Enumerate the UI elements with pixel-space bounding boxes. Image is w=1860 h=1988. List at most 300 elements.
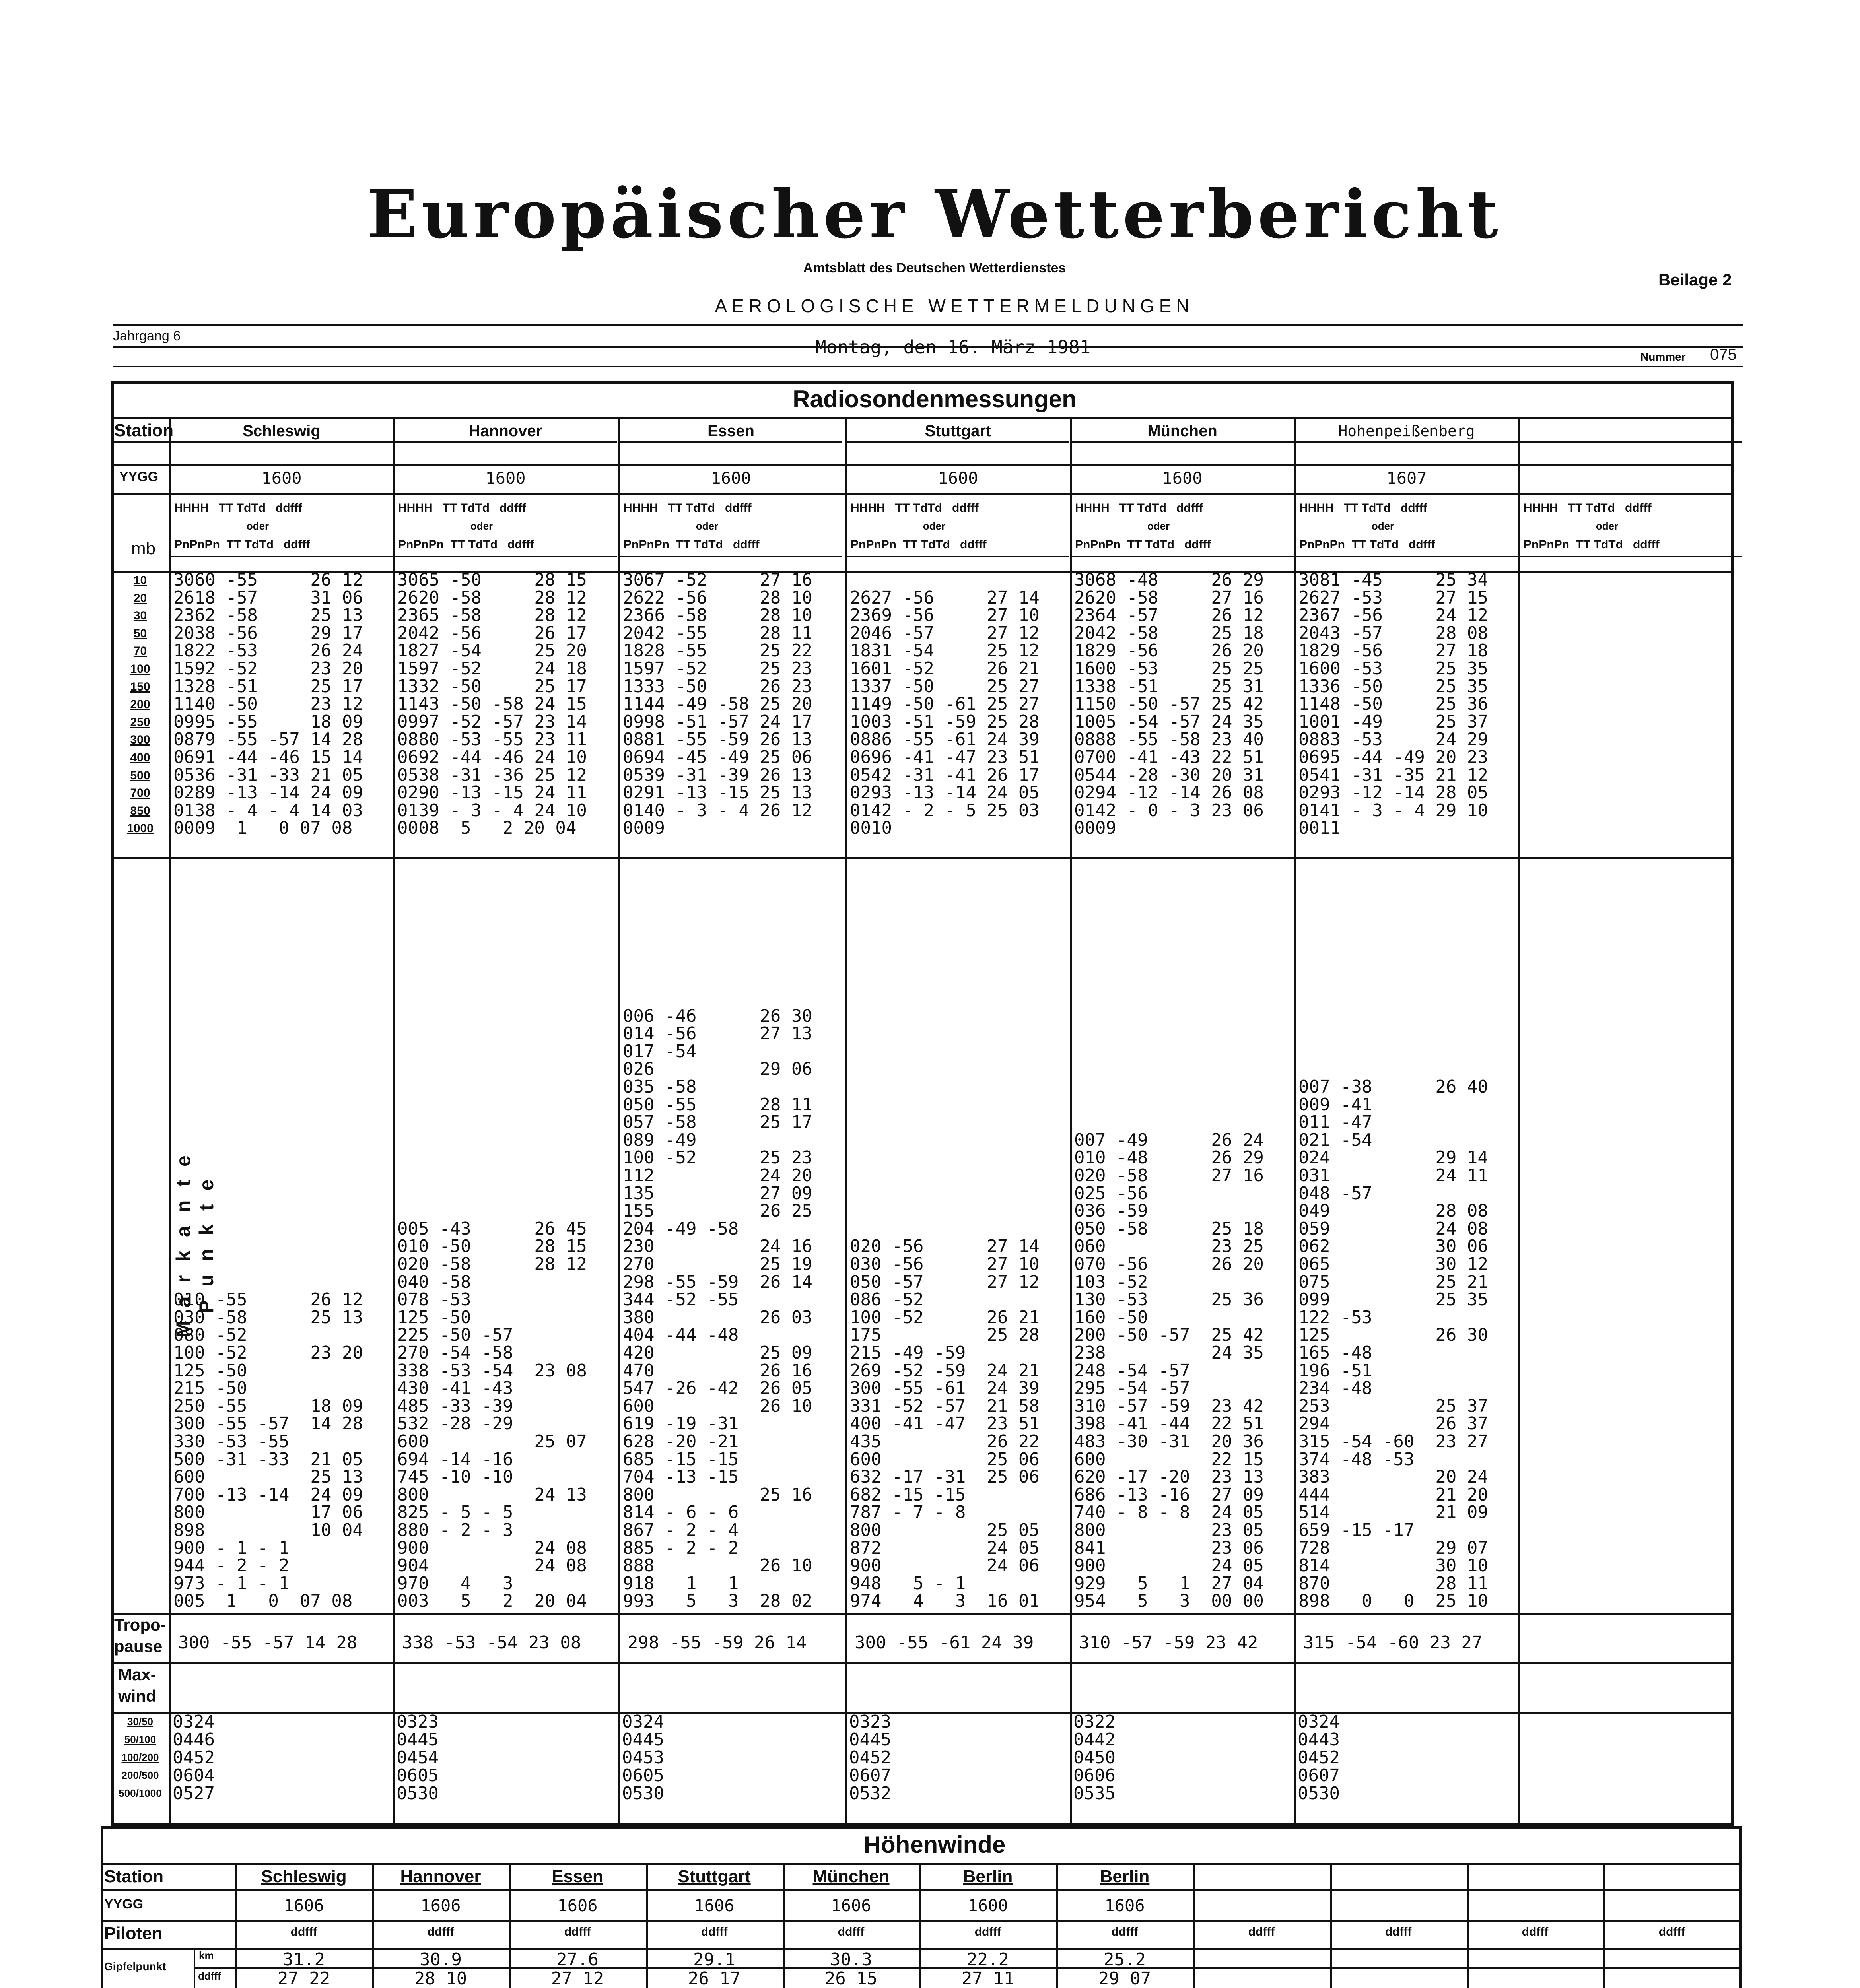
marked-point-row: 600 25 07 [397,1431,587,1452]
shear-layer: 30/50 [127,1716,154,1728]
shear-value: 0452 [1298,1747,1340,1768]
marked-point-row: 030 -56 27 10 [850,1254,1040,1274]
shear-layer: 50/100 [124,1734,156,1745]
shear-layer: 500/1000 [119,1787,162,1799]
station-name: Hohenpeißenberg [1338,422,1475,440]
std-level-row: 1597 -52 24 18 [397,658,587,679]
wind-station-time: 1606 [831,1896,871,1915]
shear-value: 0454 [396,1747,439,1768]
marked-point-row: 880 - 2 - 3 [397,1520,513,1540]
column-header-oder: oder [923,520,946,532]
marked-point-row: 814 30 10 [1298,1555,1488,1576]
std-level-row: 0293 -12 -14 28 05 [1298,782,1488,803]
pressure-level: 150 [130,680,150,693]
std-level-row: 1592 -52 23 20 [173,658,363,679]
std-level-row: 3060 -55 26 12 [173,570,363,590]
marked-point-row: 057 -58 25 17 [623,1112,812,1133]
marked-point-row: 344 -52 -55 [623,1289,739,1310]
page-subtitle: Amtsblatt des Deutschen Wetterdienstes [803,260,1066,276]
marked-point-row: 685 -15 -15 [623,1449,739,1470]
issue-number: 075 [1710,346,1737,363]
marked-point-row: 682 -15 -15 [850,1484,966,1505]
marked-point-row: 020 -58 28 12 [397,1254,587,1274]
marked-point-row: 800 23 05 [1074,1520,1264,1540]
marked-point-row: 100 -52 25 23 [623,1147,812,1168]
marked-point-row: 160 -50 [1074,1307,1148,1328]
winds-title: Höhenwinde [863,1831,1006,1858]
tropopause-value: 315 -54 -60 23 27 [1303,1633,1483,1653]
marked-point-row: 300 -55 -57 14 28 [173,1413,363,1434]
std-level-row: 1337 -50 25 27 [850,676,1040,697]
marked-point-row: 125 -50 [397,1307,471,1328]
wind-station-time: 1606 [420,1896,461,1915]
marked-point-row: 135 27 09 [623,1183,812,1204]
std-level-row: 1150 -50 -57 25 42 [1074,694,1264,714]
marked-point-row: 686 -13 -16 27 09 [1074,1484,1264,1505]
shear-value: 0324 [622,1712,664,1732]
tropopause-label: Tropo- pause [114,1615,166,1656]
marked-point-row: 031 24 11 [1298,1165,1488,1186]
marked-point-row: 800 24 13 [397,1484,587,1505]
shear-value: 0607 [1298,1765,1340,1786]
marked-point-row: 017 -54 [623,1041,697,1062]
marked-point-row: 470 26 16 [623,1360,812,1381]
marked-point-row: 215 -50 [173,1378,247,1399]
marked-point-row: 050 -58 25 18 [1074,1218,1264,1239]
tropopause-value: 310 -57 -59 23 42 [1079,1633,1258,1653]
std-level-row: 2366 -58 28 10 [623,605,812,626]
shear-value: 0452 [849,1747,891,1768]
std-level-row: 1600 -53 25 35 [1298,658,1488,679]
std-level-row: 0009 1 0 07 08 [173,818,353,839]
marked-point-row: 374 -48 -53 [1298,1449,1415,1470]
marked-point-row: 904 24 08 [397,1555,587,1576]
wind-station-time: 1606 [557,1896,598,1915]
gipfel-km: 30.3 [830,1949,872,1970]
marked-point-row: 973 - 1 - 1 [173,1573,290,1594]
pressure-level: 100 [130,662,150,676]
number-label: Nummer [1640,351,1686,363]
std-level-row: 1005 -54 -57 24 35 [1074,711,1264,732]
std-level-row: 0542 -31 -41 26 17 [850,765,1040,785]
piloten-ddfff: ddfff [701,1925,728,1938]
marked-point-row: 230 24 16 [623,1236,812,1257]
std-level-row: 2620 -58 27 16 [1074,587,1264,608]
marked-point-row: 030 -58 25 13 [173,1307,363,1328]
marked-point-row: 700 -13 -14 24 09 [173,1484,363,1505]
column-header-alt: PnPnPn TT TdTd ddfff [1075,538,1211,551]
std-level-row: 1827 -54 25 20 [397,641,587,661]
marked-point-row: 380 26 03 [623,1307,812,1328]
column-header: HHHH TT TdTd ddfff [624,501,752,514]
std-level-row: 0995 -55 18 09 [173,711,363,732]
marked-point-row: 025 -56 [1074,1183,1148,1204]
shear-value: 0527 [173,1783,215,1804]
std-level-row: 0694 -45 -49 25 06 [623,747,812,767]
pressure-level: 20 [133,591,147,605]
wind-station-time: 1606 [284,1896,324,1915]
gipfel-ddfff: 27 11 [961,1969,1015,1988]
marked-point-row: 100 -52 26 21 [850,1307,1040,1328]
marked-point-row: 175 25 28 [850,1325,1040,1345]
std-level-row: 1328 -51 25 17 [173,676,363,697]
std-level-row: 0888 -55 -58 23 40 [1074,729,1264,750]
shear-value: 0445 [849,1730,891,1750]
shear-value: 0445 [622,1730,664,1750]
column-header-oder: oder [246,520,269,532]
marked-point-row: 918 1 1 [623,1573,739,1594]
std-level-row: 1336 -50 25 35 [1298,676,1488,697]
page-title: Europäischer Wetterbericht [367,176,1502,253]
marked-point-row: 270 -54 -58 [397,1343,513,1363]
piloten-ddfff: ddfff [838,1925,865,1938]
marked-point-row: 900 24 05 [1074,1555,1264,1576]
marked-point-row: 062 30 06 [1298,1236,1488,1257]
gipfel-km-label: km [199,1949,214,1961]
tropopause-value: 300 -55 -61 24 39 [855,1633,1034,1653]
std-level-row: 0142 - 2 - 5 25 03 [850,800,1040,821]
std-level-row: 1001 -49 25 37 [1298,711,1488,732]
marked-point-row: 898 10 04 [173,1520,363,1540]
wind-station-name: Berlin [1100,1867,1150,1886]
marked-point-row: 483 -30 -31 20 36 [1074,1431,1264,1452]
std-level-row: 2627 -56 27 14 [850,587,1040,608]
winds-row-station: Station [104,1867,164,1886]
std-level-row: 0008 5 2 20 04 [397,818,577,839]
std-level-row: 1003 -51 -59 25 28 [850,711,1040,732]
marked-point-row: 600 26 10 [623,1396,812,1416]
std-level-row: 0009 [623,818,665,839]
marked-point-row: 954 5 3 00 00 [1074,1591,1264,1611]
std-level-row: 0139 - 3 - 4 24 10 [397,800,587,821]
column-header: HHHH TT TdTd ddfff [1299,501,1427,514]
marked-point-row: 250 -55 18 09 [173,1396,363,1416]
column-header: HHHH TT TdTd ddfff [398,501,526,514]
std-level-row: 3081 -45 25 34 [1298,570,1488,590]
marked-point-row: 155 26 25 [623,1201,812,1221]
gipfel-km: 31.2 [283,1949,325,1970]
std-level-row: 0011 [1298,818,1341,839]
pressure-level: 70 [133,645,147,658]
marked-point-row: 050 -55 28 11 [623,1094,812,1115]
std-level-row: 0881 -55 -59 26 13 [623,729,812,750]
std-level-row: 0536 -31 -33 21 05 [173,765,363,785]
std-level-row: 1149 -50 -61 25 27 [850,694,1040,714]
shear-value: 0324 [1298,1712,1340,1732]
marked-point-row: 122 -53 [1298,1307,1372,1328]
marked-point-row: 060 23 25 [1074,1236,1264,1257]
marked-point-row: 398 -41 -44 22 51 [1074,1413,1264,1434]
std-level-row: 0140 - 3 - 4 26 12 [623,800,812,821]
gipfel-ddfff: 28 10 [414,1969,467,1988]
marked-point-row: 300 -55 -61 24 39 [850,1378,1040,1399]
column-header-alt: PnPnPn TT TdTd ddfff [1524,538,1660,551]
marked-point-row: 125 -50 [173,1360,247,1381]
wind-station-time: 1600 [968,1896,1008,1915]
std-level-row: 1333 -50 26 23 [623,676,812,697]
marked-point-row: 234 -48 [1298,1378,1372,1399]
shear-value: 0604 [173,1765,215,1786]
marked-point-row: 007 -49 26 24 [1074,1130,1264,1150]
marked-point-row: 007 -38 26 40 [1298,1077,1488,1097]
marked-point-row: 006 -46 26 30 [623,1006,812,1026]
std-level-row: 0289 -13 -14 24 09 [173,782,363,803]
shear-value: 0607 [849,1765,891,1786]
std-level-row: 1831 -54 25 12 [850,641,1040,661]
std-level-row: 3067 -52 27 16 [623,570,812,590]
std-level-row: 1829 -56 27 18 [1298,641,1488,661]
marked-point-row: 800 17 06 [173,1502,363,1523]
marked-point-row: 035 -58 [623,1077,697,1097]
column-header: HHHH TT TdTd ddfff [1524,501,1652,514]
column-header-oder: oder [1371,520,1394,532]
std-level-row: 1332 -50 25 17 [397,676,587,697]
issue-date: Montag, den 16. März 1981 [815,336,1091,358]
std-level-row: 1144 -49 -58 25 20 [623,694,812,714]
gipfel-ddfff: 27 22 [277,1969,330,1988]
marked-point-row: 745 -10 -10 [397,1467,513,1487]
marked-point-row: 270 25 19 [623,1254,812,1274]
std-level-row: 0886 -55 -61 24 39 [850,729,1040,750]
marked-point-row: 315 -54 -60 23 27 [1298,1431,1488,1452]
piloten-ddfff: ddfff [564,1925,591,1938]
std-level-row: 1601 -52 26 21 [850,658,1040,679]
marked-point-row: 800 25 05 [850,1520,1040,1540]
marked-point-row: 970 4 3 [397,1573,513,1594]
shear-value: 0453 [622,1747,664,1768]
marked-point-row: 900 - 1 - 1 [173,1538,290,1558]
station-name: Stuttgart [925,422,991,440]
std-level-row: 0538 -31 -36 25 12 [397,765,587,785]
marked-point-row: 420 25 09 [623,1343,812,1363]
std-level-row: 0691 -44 -46 15 14 [173,747,363,767]
supplement-label: Beilage 2 [1658,270,1732,289]
std-level-row: 2362 -58 25 13 [173,605,363,626]
shear-value: 0324 [173,1712,215,1732]
marked-point-row: 010 -50 28 15 [397,1236,587,1257]
std-level-row: 0879 -55 -57 14 28 [173,729,363,750]
gipfel-km: 30.9 [420,1949,462,1970]
marked-point-row: 338 -53 -54 23 08 [397,1360,587,1381]
marked-point-row: 888 26 10 [623,1555,812,1576]
marked-point-row: 100 -52 23 20 [173,1343,363,1363]
marked-point-row: 125 26 30 [1298,1325,1488,1345]
row-label-mb: mb [131,539,156,558]
column-header: HHHH TT TdTd ddfff [1075,501,1203,514]
std-level-row: 0998 -51 -57 24 17 [623,711,812,732]
station-time: 1600 [711,468,751,488]
std-level-row: 0692 -44 -46 24 10 [397,747,587,767]
marked-point-row: 485 -33 -39 [397,1396,513,1416]
std-level-row: 1148 -50 25 36 [1298,694,1488,714]
std-level-row: 0293 -13 -14 24 05 [850,782,1040,803]
marked-point-row: 086 -52 [850,1289,924,1310]
station-name: München [1147,422,1217,440]
std-level-row: 2042 -55 28 11 [623,623,812,643]
std-level-row: 0695 -44 -49 20 23 [1298,747,1488,767]
marked-point-row: 294 26 37 [1298,1413,1488,1434]
gipfel-ddfff: 29 07 [1098,1969,1151,1988]
marked-point-row: 059 24 08 [1298,1218,1488,1239]
marked-point-row: 787 - 7 - 8 [850,1502,966,1523]
year-label: Jahrgang 6 [113,328,181,344]
marked-point-row: 948 5 - 1 [850,1573,966,1594]
std-level-row: 2620 -58 28 12 [397,587,587,608]
shear-value: 0323 [849,1712,891,1732]
marked-point-row: 929 5 1 27 04 [1074,1573,1264,1594]
shear-value: 0452 [173,1747,215,1768]
marked-point-row: 050 -57 27 12 [850,1272,1040,1292]
marked-point-row: 010 -55 26 12 [173,1289,363,1310]
marked-point-row: 330 -53 -55 [173,1431,290,1452]
marked-point-row: 400 -41 -47 23 51 [850,1413,1040,1434]
shear-value: 0530 [1298,1783,1340,1804]
std-level-row: 0141 - 3 - 4 29 10 [1298,800,1488,821]
std-level-row: 2618 -57 31 06 [173,587,363,608]
marked-point-row: 099 25 35 [1298,1289,1488,1310]
marked-point-row: 885 - 2 - 2 [623,1538,739,1558]
std-level-row: 2042 -58 25 18 [1074,623,1264,643]
piloten-ddfff: ddfff [290,1925,317,1938]
marked-point-row: 870 28 11 [1298,1573,1488,1594]
marked-point-row: 841 23 06 [1074,1538,1264,1558]
station-name: Essen [707,422,754,440]
marked-point-row: 103 -52 [1074,1272,1148,1292]
marked-point-row: 867 - 2 - 4 [623,1520,739,1540]
shear-value: 0323 [396,1712,439,1732]
column-header-oder: oder [470,520,493,532]
std-level-row: 1338 -51 25 31 [1074,676,1264,697]
marked-point-row: 619 -19 -31 [623,1413,739,1434]
marked-point-row: 444 21 20 [1298,1484,1488,1505]
std-level-row: 0138 - 4 - 4 14 03 [173,800,363,821]
section-title: AEROLOGISCHE WETTERMELDUNGEN [715,295,1194,316]
piloten-ddfff: ddfff [427,1925,454,1938]
std-level-row: 2365 -58 28 12 [397,605,587,626]
std-level-row: 1597 -52 25 23 [623,658,812,679]
tropopause-value: 298 -55 -59 26 14 [628,1633,807,1653]
shear-value: 0532 [849,1783,891,1804]
station-name: Schleswig [243,422,321,440]
std-level-row: 0009 [1074,818,1116,839]
gipfel-km: 27.6 [556,1949,599,1970]
winds-row-yygg: YYGG [104,1897,144,1912]
pressure-level: 300 [130,733,150,747]
pressure-level: 50 [133,627,147,640]
std-level-row: 0539 -31 -39 26 13 [623,765,812,785]
shear-value: 0530 [622,1783,664,1804]
marked-point-row: 310 -57 -59 23 42 [1074,1396,1264,1416]
pressure-level: 500 [130,769,150,782]
marked-point-row: 632 -17 -31 25 06 [850,1467,1040,1487]
wind-station-name: Berlin [963,1867,1013,1886]
column-header-alt: PnPnPn TT TdTd ddfff [1299,538,1435,551]
pressure-level: 30 [133,609,147,623]
std-level-row: 0290 -13 -15 24 11 [397,782,587,803]
marked-point-row: 659 -15 -17 [1298,1520,1415,1540]
marked-point-row: 248 -54 -57 [1074,1360,1190,1381]
marked-point-row: 331 -52 -57 21 58 [850,1396,1040,1416]
marked-point-row: 383 20 24 [1298,1467,1488,1487]
marked-point-row: 993 5 3 28 02 [623,1591,812,1611]
marked-point-row: 215 -49 -59 [850,1343,966,1363]
gipfel-km: 22.2 [967,1949,1009,1970]
marked-point-row: 532 -28 -29 [397,1413,513,1434]
std-level-row: 0696 -41 -47 23 51 [850,747,1040,767]
std-level-row: 0294 -12 -14 26 08 [1074,782,1264,803]
station-time: 1600 [938,468,978,488]
std-level-row: 2627 -53 27 15 [1298,587,1488,608]
gipfel-dd-label: ddfff [198,1970,221,1982]
piloten-ddfff: ddfff [1111,1925,1138,1938]
station-name: Hannover [468,422,542,440]
winds-row-piloten: Piloten [104,1924,163,1943]
maxwind-label: Max- wind [118,1665,156,1705]
wind-station-time: 1606 [694,1896,735,1915]
piloten-ddfff: ddfff [1522,1925,1549,1938]
marked-point-row: 089 -49 [623,1130,697,1150]
marked-point-row: 130 -53 25 36 [1074,1289,1264,1310]
wind-station-name: Essen [552,1867,603,1886]
std-level-row: 1143 -50 -58 24 15 [397,694,587,714]
marked-point-row: 005 1 0 07 08 [173,1591,353,1611]
shear-value: 0535 [1073,1783,1116,1804]
marked-point-row: 011 -47 [1298,1112,1372,1133]
marked-point-row: 014 -56 27 13 [623,1023,812,1044]
marked-point-row: 825 - 5 - 5 [397,1502,513,1523]
std-level-row: 0880 -53 -55 23 11 [397,729,587,750]
gipfel-ddfff: 26 15 [824,1969,878,1988]
tropopause-value: 300 -55 -57 14 28 [178,1633,358,1653]
marked-point-row: 200 -50 -57 25 42 [1074,1325,1264,1345]
marked-point-row: 026 29 06 [623,1059,812,1079]
std-level-row: 0142 - 0 - 3 23 06 [1074,800,1264,821]
std-level-row: 2369 -56 27 10 [850,605,1040,626]
marked-point-row: 049 28 08 [1298,1201,1488,1221]
shear-value: 0442 [1073,1730,1116,1750]
marked-point-row: 065 30 12 [1298,1254,1488,1274]
marked-point-row: 514 21 09 [1298,1502,1488,1523]
shear-value: 0450 [1073,1747,1116,1768]
marked-point-row: 900 24 08 [397,1538,587,1558]
gipfel-ddfff: 27 12 [551,1969,604,1988]
shear-value: 0443 [1298,1730,1340,1750]
column-header-alt: PnPnPn TT TdTd ddfff [398,538,534,551]
row-label-yygg: YYGG [119,469,159,484]
marked-point-row: 165 -48 [1298,1343,1372,1363]
marked-point-row: 600 25 06 [850,1449,1040,1470]
column-header: HHHH TT TdTd ddfff [851,501,979,514]
pressure-level: 10 [133,574,147,587]
marked-point-row: 974 4 3 16 01 [850,1591,1040,1611]
shear-value: 0605 [396,1765,439,1786]
shear-value: 0530 [396,1783,439,1804]
pressure-level: 400 [130,751,150,764]
marked-point-row: 600 25 13 [173,1467,363,1487]
marked-point-row: 078 -53 [397,1289,471,1310]
marked-point-row: 800 25 16 [623,1484,812,1505]
marked-point-row: 728 29 07 [1298,1538,1488,1558]
std-level-row: 0997 -52 -57 23 14 [397,711,587,732]
marked-point-row: 070 -56 26 20 [1074,1254,1264,1274]
std-level-row: 1829 -56 26 20 [1074,641,1264,661]
marked-point-row: 694 -14 -16 [397,1449,513,1470]
wind-station-name: Hannover [400,1867,481,1886]
marked-point-row: 898 0 0 25 10 [1298,1591,1488,1611]
pressure-level: 250 [130,715,150,729]
std-level-row: 0541 -31 -35 21 12 [1298,765,1488,785]
marked-point-row: 021 -54 [1298,1130,1372,1150]
